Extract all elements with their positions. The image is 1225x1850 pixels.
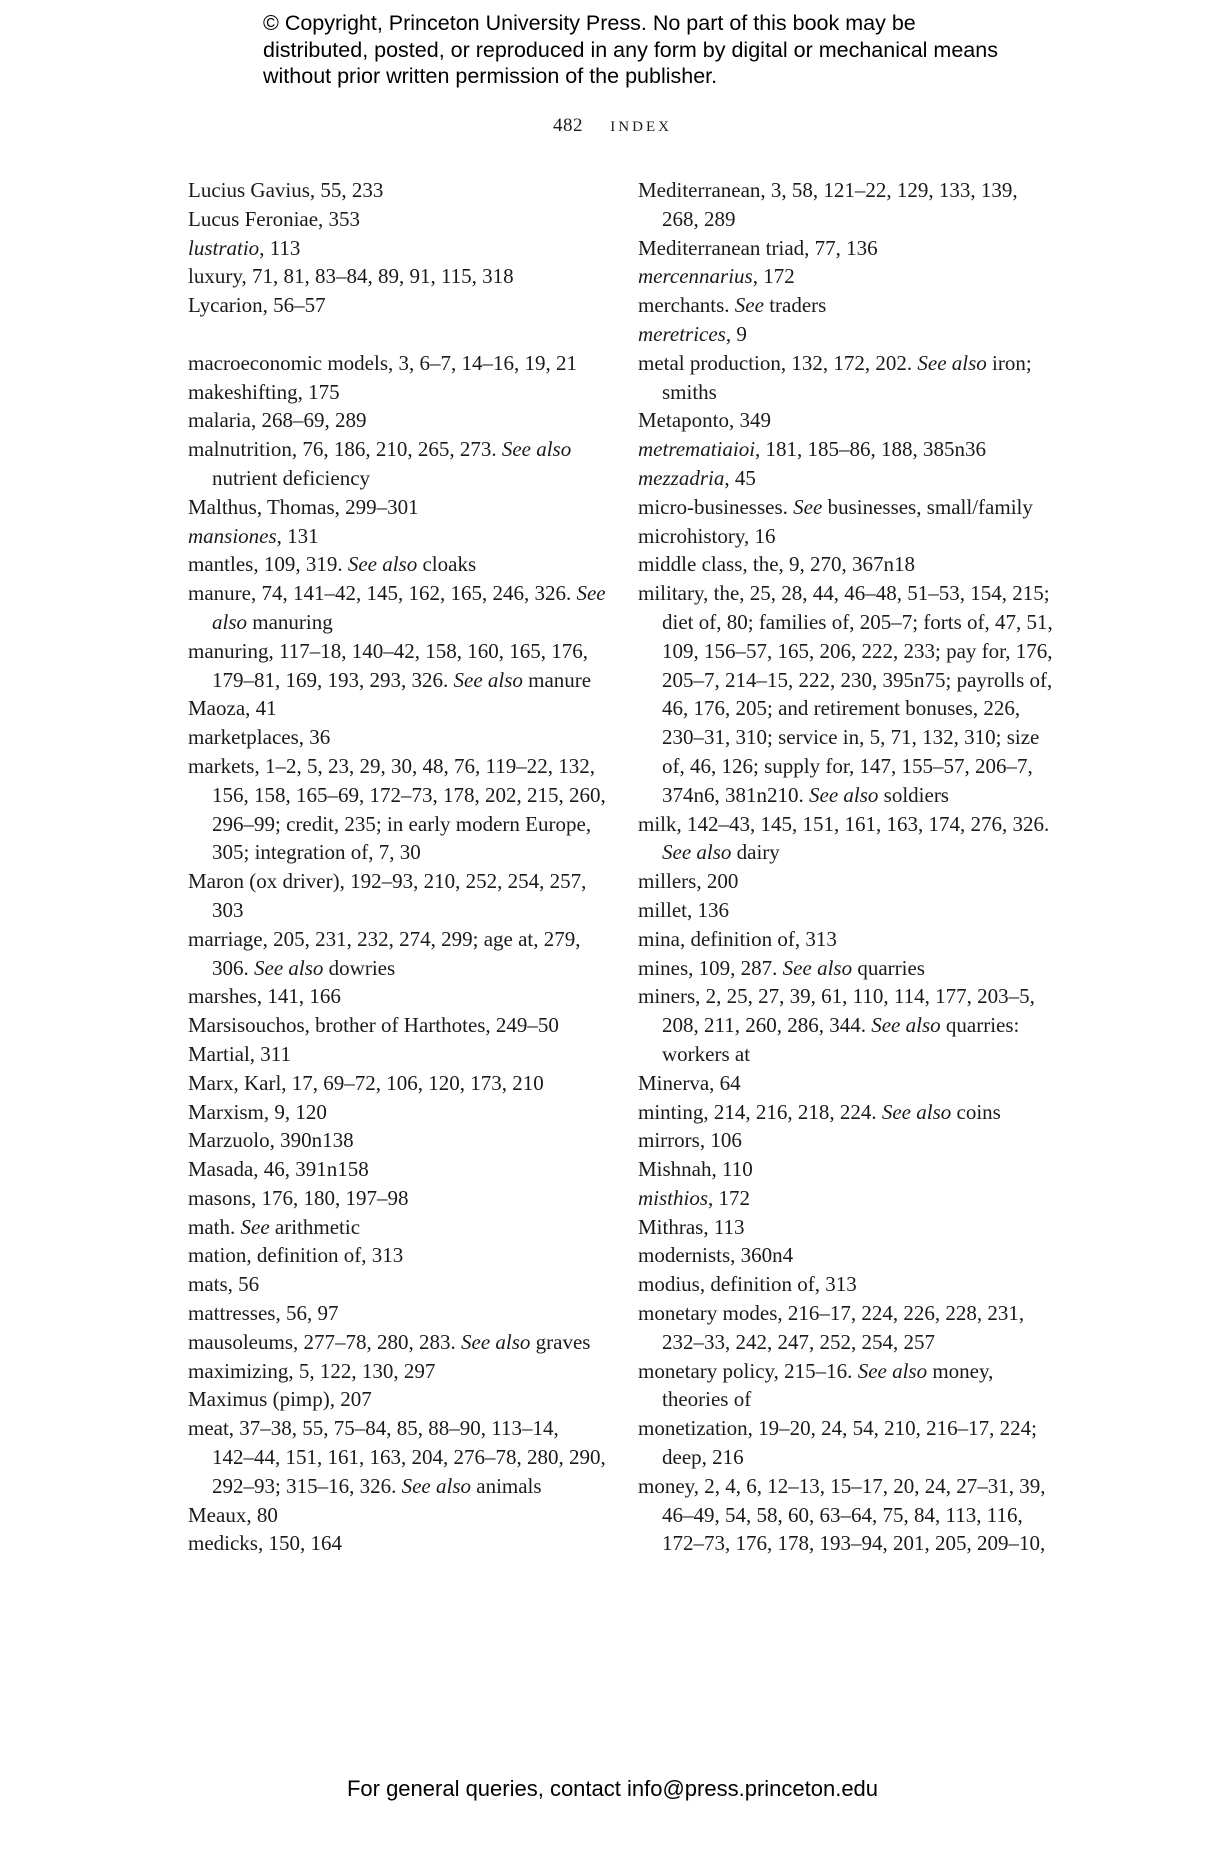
index-entry — [188, 579, 606, 637]
index-entry-text: monetary modes, 216–17, 224, 226, 228, 231, 232–33, 242, 247, 252, 254, 257 — [638, 1301, 1025, 1354]
index-entry-text: dairy — [731, 840, 780, 865]
index-entry-text: microhistory, 16 — [638, 523, 776, 548]
index-entry — [188, 1299, 606, 1328]
index-entry — [638, 176, 1056, 234]
letter-group-gap — [188, 320, 606, 349]
index-entry — [638, 406, 1056, 435]
index-entry-italic: See also — [662, 840, 732, 865]
index-entry-text: Maximus (pimp), 207 — [188, 1387, 372, 1412]
index-entry-italic: mansiones — [188, 523, 277, 548]
index-entry-italic: See also — [782, 955, 853, 980]
index-entry — [188, 637, 606, 695]
index-entry-text: luxury, 71, 81, 83–84, 89, 91, 115, 318 — [188, 264, 514, 289]
index-entry — [188, 205, 606, 234]
index-entry-text: manuring, 117–18, 140–42, 158, 160, 165, 176, 179–81, 169, 193, 293, 326. — [188, 638, 588, 692]
index-entry — [188, 1501, 606, 1530]
index-entry-text: Mediterranean triad, 77, 136 — [638, 235, 878, 260]
index-entry — [638, 349, 1056, 407]
index-entry-text: quarries — [852, 955, 925, 980]
index-entry-text: makeshifting, 175 — [188, 379, 340, 404]
index-entry-italic: See — [240, 1214, 270, 1239]
index-entry-text: mines, 109, 287. — [638, 955, 783, 980]
index-entry-text: malaria, 268–69, 289 — [188, 408, 367, 433]
index-entry — [638, 464, 1056, 493]
copyright-notice: © Copyright, Princeton University Press. No part of this book may be distributed, posted, or reproduced in any form by digital or mechanical means without prior written permission of the publisher. — [263, 11, 998, 88]
index-entry — [188, 262, 606, 291]
index-entry-text: marriage, 205, 231, 232, 274, 299; age at, 279, 306. — [188, 926, 581, 980]
index-entry-italic: See — [793, 494, 823, 519]
index-entry — [638, 234, 1056, 263]
index-entry — [638, 291, 1056, 320]
index-entry — [188, 349, 606, 378]
index-entry — [188, 234, 606, 263]
index-entry-text: markets, 1–2, 5, 23, 29, 30, 48, 76, 119–22, 132, 156, 158, 165–69, 172–73, 178, 202, 215, 260, 296–99; credit, 235; in early modern Europe, 305; integration of, 7, 30 — [188, 753, 606, 865]
index-entry-text: monetization, 19–20, 24, 54, 210, 216–17, 224; deep, 216 — [638, 1416, 1037, 1470]
index-entry-text: Marx, Karl, 17, 69–72, 106, 120, 173, 210 — [188, 1070, 544, 1095]
index-entry — [638, 982, 1056, 1068]
index-entry-text: manuring — [247, 609, 333, 634]
index-entry — [188, 867, 606, 925]
index-entry — [188, 550, 606, 579]
index-entry-text: Minerva, 64 — [638, 1070, 741, 1095]
index-entry-text: math. — [188, 1214, 241, 1239]
index-entry — [188, 925, 606, 983]
index-entry-text: middle class, the, 9, 270, 367n18 — [638, 552, 916, 577]
index-entry — [638, 1414, 1056, 1472]
index-column-right — [638, 176, 1056, 1558]
index-entry-text: animals — [471, 1473, 542, 1498]
index-entry — [188, 378, 606, 407]
index-entry-text: Maron (ox driver), 192–93, 210, 252, 254, 257, 303 — [188, 869, 587, 922]
index-entry — [638, 1069, 1056, 1098]
index-entry — [638, 1098, 1056, 1127]
index-entry-text: malnutrition, 76, 186, 210, 265, 273. — [188, 437, 502, 462]
index-entry-text: Mediterranean, 3, 58, 121–22, 129, 133, 139, 268, 289 — [638, 178, 1018, 231]
index-entry-text: coins — [951, 1099, 1001, 1124]
index-entry-text: millet, 136 — [638, 897, 729, 922]
index-entry — [188, 1385, 606, 1414]
index-entry-text: marshes, 141, 166 — [188, 984, 341, 1009]
index-entry-text: quarries: workers at — [662, 1013, 1020, 1066]
index-entry-text: Malthus, Thomas, 299–301 — [188, 494, 419, 519]
index-entry-text: money, theories of — [662, 1358, 994, 1412]
index-entry-text: Lycarion, 56–57 — [188, 293, 326, 318]
index-entry-text: mausoleums, 277–78, 280, 283. — [188, 1329, 461, 1354]
index-entry — [638, 1126, 1056, 1155]
index-entry-text: cloaks — [417, 552, 477, 577]
index-entry-text: milk, 142–43, 145, 151, 161, 163, 174, 276, 326. — [638, 811, 1050, 836]
index-entry-text: , 172 — [752, 264, 795, 289]
index-entry-italic: See also — [254, 955, 324, 980]
index-entry-text: Masada, 46, 391n158 — [188, 1157, 369, 1182]
index-entry-text: , 9 — [725, 321, 747, 346]
index-entry-italic: See also — [453, 667, 523, 692]
index-entry-text: manure — [522, 667, 592, 692]
index-entry-text: Marxism, 9, 120 — [188, 1099, 327, 1124]
index-entry — [188, 1184, 606, 1213]
index-entry-text: businesses, small/family — [822, 494, 1033, 519]
index-entry-text: dowries — [323, 955, 396, 980]
index-entry — [188, 1414, 606, 1500]
index-entry-text: Maoza, 41 — [188, 696, 277, 721]
index-entry — [188, 982, 606, 1011]
index-entry-italic: meretrices — [638, 321, 726, 346]
index-entry-text: modius, definition of, 313 — [638, 1272, 857, 1297]
index-entry — [188, 406, 606, 435]
index-entry — [188, 493, 606, 522]
index-entry-text: modernists, 360n4 — [638, 1243, 794, 1268]
index-entry — [638, 1357, 1056, 1415]
index-entry — [188, 1155, 606, 1184]
index-entry — [638, 925, 1056, 954]
index-entry-text: money, 2, 4, 6, 12–13, 15–17, 20, 24, 27–31, 39, 46–49, 54, 58, 60, 63–64, 75, 84, 113, 116, 172–73, 176, 178, 193–94, 201, 205, 209–10, — [638, 1473, 1046, 1556]
index-entry-text: iron; smiths — [662, 350, 1032, 404]
index-entry-text: , 45 — [724, 465, 756, 490]
index-entry-text: maximizing, 5, 122, 130, 297 — [188, 1358, 436, 1383]
index-entry — [638, 493, 1056, 522]
index-entry-text: traders — [763, 293, 827, 318]
index-entry-text: mina, definition of, 313 — [638, 926, 837, 951]
index-entry — [188, 1213, 606, 1242]
index-entry — [188, 1069, 606, 1098]
index-entry-text: masons, 176, 180, 197–98 — [188, 1185, 409, 1210]
index-entry-italic: See — [734, 293, 764, 318]
index-entry-text: , 113 — [259, 235, 301, 260]
index-entry-text: military, the, 25, 28, 44, 46–48, 51–53, 154, 215; diet of, 80; families of, 205–7; forts of, 47, 51, 109, 156–57, 165, 206, 222, 233; pay for, 176, 205–7, 214–15, 222, 230, 395n75; payrolls of, 46, 176, 205; and retirement bonuses, 226, 230–31, 310; service in, 5, 71, 132, 310; size of, 46, 126; supply for, 147, 155–57, 206–7, 374n6, 381n210. — [638, 581, 1053, 807]
index-entry-text: Meaux, 80 — [188, 1502, 278, 1527]
index-entry — [188, 176, 606, 205]
index-entry-text: micro-businesses. — [638, 494, 794, 519]
index-entry — [188, 1011, 606, 1040]
index-entry — [638, 1299, 1056, 1357]
index-entry-italic: See also — [871, 1013, 941, 1038]
index-entry-italic: See also — [857, 1358, 928, 1383]
index-entry-text: Marsisouchos, brother of Harthotes, 249–50 — [188, 1013, 559, 1038]
index-entry-italic: See also — [501, 437, 572, 462]
index-entry-text: Mithras, 113 — [638, 1214, 745, 1239]
index-entry — [188, 435, 606, 493]
index-entry-italic: See also — [212, 581, 606, 634]
index-entry-text: merchants. — [638, 293, 735, 318]
index-entry-text: Metaponto, 349 — [638, 408, 771, 433]
index-entry-italic: metrematiaioi — [638, 437, 756, 462]
index-entry-text: arithmetic — [269, 1214, 361, 1239]
index-entry-text: Lucus Feroniae, 353 — [188, 206, 361, 231]
index-entry-text: mirrors, 106 — [638, 1128, 742, 1153]
index-entry — [638, 1155, 1056, 1184]
index-entry — [188, 1357, 606, 1386]
index-entry — [188, 752, 606, 867]
index-entry — [188, 694, 606, 723]
index-entry-italic: lustratio — [188, 235, 260, 260]
page-number: 482 — [553, 115, 584, 136]
index-entry-text: , 131 — [276, 523, 319, 548]
footer-contact: For general queries, contact info@press.princeton.edu — [346, 1776, 879, 1801]
index-entry-italic: See also — [917, 350, 987, 375]
index-entry — [188, 1241, 606, 1270]
index-entry-text: minting, 214, 216, 218, 224. — [638, 1099, 882, 1124]
index-entry-italic: See also — [809, 782, 879, 807]
index-entry-italic: mezzadria — [638, 465, 725, 490]
index-entry — [638, 1472, 1056, 1558]
index-entry-text: nutrient deficiency — [212, 465, 371, 490]
index-entry — [638, 435, 1056, 464]
index-entry-text: medicks, 150, 164 — [188, 1531, 342, 1556]
index-entry — [188, 1040, 606, 1069]
index-entry-italic: See also — [347, 552, 418, 577]
index-entry-text: meat, 37–38, 55, 75–84, 85, 88–90, 113–14, 142–44, 151, 161, 163, 204, 276–78, 280, 290, 292–93; 315–16, 326. — [188, 1416, 606, 1498]
index-entry-italic: mercennarius — [638, 264, 753, 289]
index-entry — [188, 1270, 606, 1299]
index-column-left — [188, 176, 606, 1558]
index-entry-text: mattresses, 56, 97 — [188, 1301, 339, 1326]
index-entry — [638, 810, 1056, 868]
index-entry — [188, 1328, 606, 1357]
index-entry-text: marketplaces, 36 — [188, 725, 331, 750]
index-entry-text: miners, 2, 25, 27, 39, 61, 110, 114, 177, 203–5, 208, 211, 260, 286, 344. — [638, 984, 1035, 1038]
index-entry — [188, 522, 606, 551]
index-entry — [188, 723, 606, 752]
index-entry — [638, 867, 1056, 896]
index-entry — [638, 550, 1056, 579]
index-entry — [638, 1241, 1056, 1270]
index-entry-text: mats, 56 — [188, 1272, 260, 1297]
index-entry-text: , 172 — [708, 1185, 751, 1210]
index-entry — [638, 1213, 1056, 1242]
index-entry — [638, 579, 1056, 809]
section-title: index — [610, 112, 672, 136]
running-head — [0, 112, 1225, 137]
index-entry-text: millers, 200 — [638, 869, 739, 894]
index-entry — [188, 291, 606, 320]
index-entry-text: Marzuolo, 390n138 — [188, 1128, 354, 1153]
index-entry-italic: See also — [461, 1329, 531, 1354]
index-entry-text: graves — [530, 1329, 591, 1354]
index-entry-text: monetary policy, 215–16. — [638, 1358, 858, 1383]
index-entry — [188, 1098, 606, 1127]
index-entry — [638, 1184, 1056, 1213]
index-entry-text: , 181, 185–86, 188, 385n36 — [755, 437, 987, 462]
index-entry — [638, 522, 1056, 551]
index-entry — [638, 896, 1056, 925]
index-entry-text: macroeconomic models, 3, 6–7, 14–16, 19, 21 — [188, 350, 578, 375]
index-entry — [638, 320, 1056, 349]
index-entry — [638, 954, 1056, 983]
index-entry-italic: misthios — [638, 1185, 709, 1210]
index-entry-text: Mishnah, 110 — [638, 1157, 753, 1182]
index-entry-italic: See also — [881, 1099, 952, 1124]
index-entry-text: manure, 74, 141–42, 145, 162, 165, 246, 326. — [188, 581, 577, 606]
index-entry-text: mantles, 109, 319. — [188, 552, 348, 577]
index-entry-text: metal production, 132, 172, 202. — [638, 350, 918, 375]
index-entry — [638, 1270, 1056, 1299]
index-entry — [638, 262, 1056, 291]
index-entry-text: mation, definition of, 313 — [188, 1243, 404, 1268]
index-entry-text: Lucius Gavius, 55, 233 — [188, 178, 384, 202]
index-entry — [188, 1529, 606, 1558]
index-entry-text: soldiers — [878, 782, 949, 807]
index-entry-italic: See also — [401, 1473, 471, 1498]
index-entry-text: Martial, 311 — [188, 1041, 292, 1066]
index-entry — [188, 1126, 606, 1155]
